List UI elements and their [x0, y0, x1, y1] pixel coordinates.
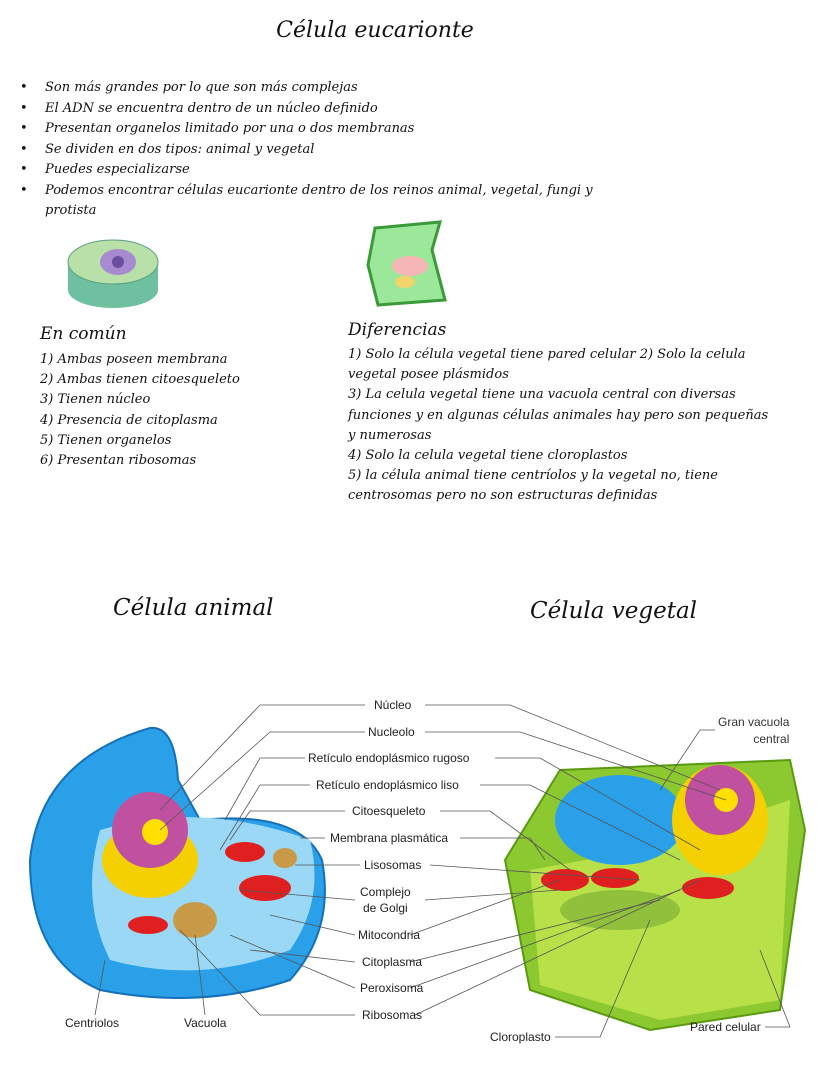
bullet-item: • Puedes especializarse: [20, 160, 640, 181]
differences-heading: Diferencias: [348, 320, 447, 340]
page-title: Célula eucarionte: [276, 18, 474, 43]
plant-cell-title: Célula vegetal: [530, 598, 698, 624]
common-item: 6) Presentan ribosomas: [40, 453, 197, 469]
small-animal-cell-image: [68, 240, 158, 308]
label-pared: Pared celular: [690, 1020, 761, 1034]
label-nucleolo: Nucleolo: [368, 725, 415, 739]
label-cloroplasto: Cloroplasto: [490, 1030, 551, 1044]
animal-cell-title: Célula animal: [113, 595, 274, 621]
animal-cell-diagram: [30, 728, 325, 998]
differences-text: 1) Solo la célula vegetal tiene pared celular 2) Solo la celula vegetal posee plásmidos 3) La celula vegetal tiene una vacuola central con diversas funciones y en algunas células animales hay pero son pequeñas y numerosas 4) Solo la celula vegetal tiene cloroplastos 5) la célula animal tiene centríolos y la vegetal no, tiene centrosomas pero no son estructuras definidas: [348, 347, 769, 504]
bullet-item: • El ADN se encuentra dentro de un núcleo definido: [20, 99, 640, 120]
common-list: [40, 350, 240, 471]
label-ribosomas: Ribosomas: [362, 1008, 423, 1022]
plant-cell-diagram: [505, 760, 805, 1030]
bullet-item: • Son más grandes por lo que son más complejas: [20, 78, 640, 99]
bullet-item: • Presentan organelos limitado por una o dos membranas: [20, 119, 640, 140]
label-rel: Retículo endoplásmico liso: [316, 778, 459, 792]
small-plant-cell-image: [368, 222, 445, 305]
common-item: 2) Ambas tienen citoesqueleto: [40, 372, 240, 388]
common-item: 5) Tienen organelos: [40, 432, 172, 448]
bullet-item: • Se dividen en dos tipos: animal y vegetal: [20, 140, 640, 161]
label-golgi: Complejo de Golgi: [360, 885, 411, 915]
label-vacuola: Vacuola: [184, 1016, 227, 1030]
label-citoesqueleto: Citoesqueleto: [352, 804, 426, 818]
common-item: 3) Tienen núcleo: [40, 392, 151, 408]
label-centriolos: Centriolos: [65, 1016, 120, 1030]
label-rer: Retículo endoplásmico rugoso: [308, 751, 470, 765]
label-peroxisoma: Peroxisoma: [360, 981, 424, 995]
label-membrana: Membrana plasmática: [330, 831, 449, 845]
common-item: 1) Ambas poseen membrana: [40, 352, 228, 367]
label-gran-vacuola: Gran vacuola central: [718, 715, 790, 746]
common-heading: En común: [40, 324, 127, 344]
label-lisosomas: Lisosomas: [364, 858, 422, 872]
common-item: 4) Presencia de citoplasma: [40, 412, 218, 428]
label-mitocondria: Mitocondria: [358, 928, 421, 942]
label-citoplasma: Citoplasma: [362, 955, 423, 969]
bullet-item: • Podemos encontrar células eucarionte dentro de los reinos animal, vegetal, fungi y protista: [20, 181, 640, 222]
label-nucleo: Núcleo: [374, 698, 412, 712]
